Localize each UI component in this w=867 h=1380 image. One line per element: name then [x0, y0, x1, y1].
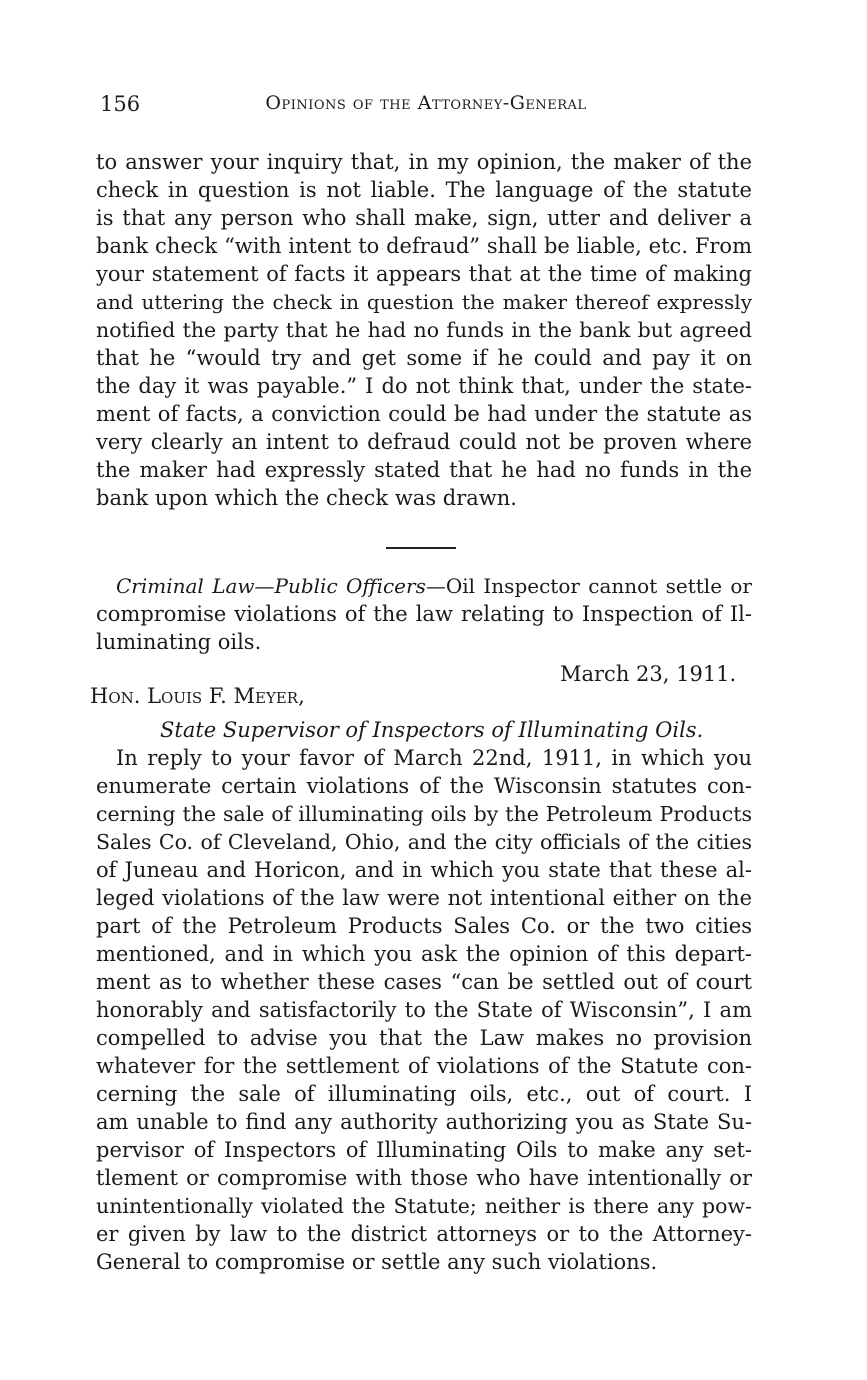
- headnote-line: compromise violations of the law relating to Inspection of Il-: [96, 602, 752, 626]
- text-line: the day it was payable.” I do not think that, under the state-: [96, 374, 752, 398]
- text-line: ment as to whether these cases “can be settled out of court: [96, 970, 752, 994]
- text-line: General to compromise or settle any such violations.: [96, 1250, 658, 1274]
- text-line: very clearly an intent to defraud could not be proven where: [96, 430, 752, 454]
- addressee-name: Hon. Louis F. Meyer,: [90, 684, 305, 708]
- text-line: In reply to your favor of March 22nd, 1911, in which you: [116, 746, 752, 770]
- running-title: Opinions of the Attorney-General: [265, 92, 587, 114]
- text-line: cerning the sale of illuminating oils, etc., out of court. I: [96, 1082, 752, 1106]
- text-line: pervisor of Inspectors of Illuminating Oils to make any set-: [96, 1138, 752, 1162]
- text-line: part of the Petroleum Products Sales Co. or the two cities: [96, 914, 752, 938]
- text-line: notified the party that he had no funds in the bank but agreed: [96, 318, 752, 342]
- text-line: bank upon which the check was drawn.: [96, 486, 517, 510]
- text-line: the maker had expressly stated that he had no funds in the: [96, 458, 752, 482]
- text-line: whatever for the settlement of violations of the Statute con-: [96, 1054, 752, 1078]
- text-line: your statement of facts it appears that at the time of making: [96, 262, 752, 286]
- page-header: [96, 92, 756, 124]
- opinion-paragraph: [96, 744, 752, 1276]
- text-line: of Juneau and Horicon, and in which you state that these al-: [96, 858, 752, 882]
- addressee-title: State Supervisor of Inspectors of Illuminating Oils.: [160, 718, 704, 742]
- text-line: leged violations of the law were not intentional either on the: [96, 886, 752, 910]
- section-divider: [386, 547, 456, 549]
- text-line: honorably and satisfactorily to the State of Wisconsin”, I am: [96, 998, 752, 1022]
- text-line: am unable to find any authority authorizing you as State Su-: [96, 1110, 752, 1134]
- headnote-line: [96, 572, 752, 600]
- text-line: unintentionally violated the Statute; neither is there any pow-: [96, 1194, 752, 1218]
- text-line: is that any person who shall make, sign, utter and deliver a: [96, 206, 752, 230]
- opinion-date: March 23, 1911.: [560, 662, 737, 686]
- text-line: check in question is not liable. The language of the statute: [96, 178, 752, 202]
- text-line: bank check “with intent to defraud” shall be liable, etc. From: [96, 234, 752, 258]
- headnote: [96, 572, 752, 656]
- text-line: that he “would try and get some if he could and pay it on: [96, 346, 752, 370]
- text-line: to answer your inquiry that, in my opinion, the maker of the: [96, 150, 752, 174]
- text-line: cerning the sale of illuminating oils by the Petroleum Products: [96, 802, 752, 826]
- text-line: er given by law to the district attorneys or to the Attorney-: [96, 1222, 752, 1246]
- text-line: tlement or compromise with those who have intentionally or: [96, 1166, 752, 1190]
- text-line: mentioned, and in which you ask the opinion of this depart-: [96, 942, 752, 966]
- text-line: compelled to advise you that the Law makes no provision: [96, 1026, 752, 1050]
- text-line: enumerate certain violations of the Wisconsin statutes con-: [96, 774, 752, 798]
- headnote-line: luminating oils.: [96, 630, 262, 654]
- headnote-text: Oil Inspector cannot settle or: [445, 574, 752, 598]
- page-number: 156: [100, 92, 141, 116]
- headnote-subject: Criminal Law—Public Officers—: [116, 574, 446, 598]
- text-line: Sales Co. of Cleveland, Ohio, and the city officials of the cities: [96, 830, 752, 854]
- text-line: and uttering the check in question the maker thereof expressly: [96, 290, 752, 314]
- continuation-paragraph: [96, 148, 752, 512]
- text-line: ment of facts, a conviction could be had under the statute as: [96, 402, 752, 426]
